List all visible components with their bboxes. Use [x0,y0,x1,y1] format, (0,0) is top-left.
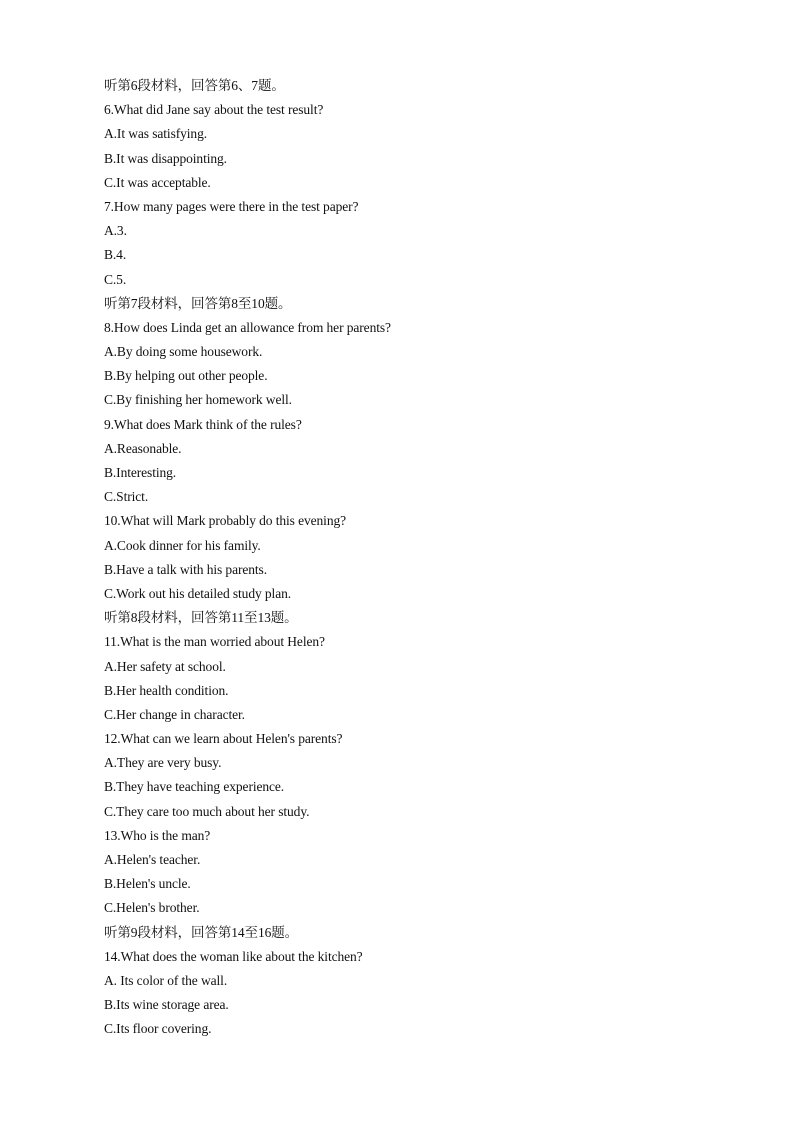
option-11c: C.Her change in character. [104,706,245,722]
question-12: 12.What can we learn about Helen's parents? [104,731,343,747]
option-10c: C.Work out his detailed study plan. [104,585,292,601]
question-8: 8.How does Linda get an allowance from her parents? [104,319,391,335]
section-heading-8: 听第8段材料，回答第11至13题。 [104,610,298,626]
option-7c: C.5. [104,271,127,287]
option-14c: C.Its floor covering. [104,1021,212,1037]
option-8b: B.By helping out other people. [104,368,268,384]
question-11: 11.What is the man worried about Helen? [104,634,325,650]
question-10: 10.What will Mark probably do this evening? [104,513,347,529]
option-14a: A. Its color of the wall. [104,972,228,988]
option-7a: A.3. [104,223,127,239]
section-heading-7: 听第7段材料，回答第8至10题。 [104,295,292,311]
option-13b: B.Helen's uncle. [104,876,191,892]
option-8a: A.By doing some housework. [104,344,263,360]
question-9: 9.What does Mark think of the rules? [104,416,302,432]
option-6b: B.It was disappointing. [104,150,227,166]
option-7b: B.4. [104,247,127,263]
option-9b: B.Interesting. [104,465,177,480]
option-10b: B.Have a talk with his parents. [104,561,267,577]
section-heading-6: 听第6段材料，回答第6、7题。 [104,78,285,93]
option-11b: B.Her health condition. [104,682,229,698]
question-6: 6.What did Jane say about the test result? [104,102,324,118]
option-13a: A.Helen's teacher. [104,852,201,867]
option-6c: C.It was acceptable. [104,174,211,190]
option-6a: A.It was satisfying. [104,126,207,142]
option-12a: A.They are very busy. [104,755,222,771]
option-10a: A.Cook dinner for his family. [104,537,261,553]
option-11a: A.Her safety at school. [104,658,226,674]
question-13: 13.Who is the man? [104,827,211,843]
exam-page [104,74,744,1042]
question-7: 7.How many pages were there in the test paper? [104,198,359,214]
option-14b: B.Its wine storage area. [104,997,229,1013]
option-12c: C.They care too much about her study. [104,803,310,819]
option-13c: C.Helen's brother. [104,900,200,916]
option-9a: A.Reasonable. [104,440,182,456]
option-12b: B.They have teaching experience. [104,779,285,795]
question-14: 14.What does the woman like about the kitchen? [104,948,363,964]
option-8c: C.By finishing her homework well. [104,392,292,408]
section-heading-9: 听第9段材料，回答第14至16题。 [104,924,299,940]
option-9c: C.Strict. [104,489,149,505]
